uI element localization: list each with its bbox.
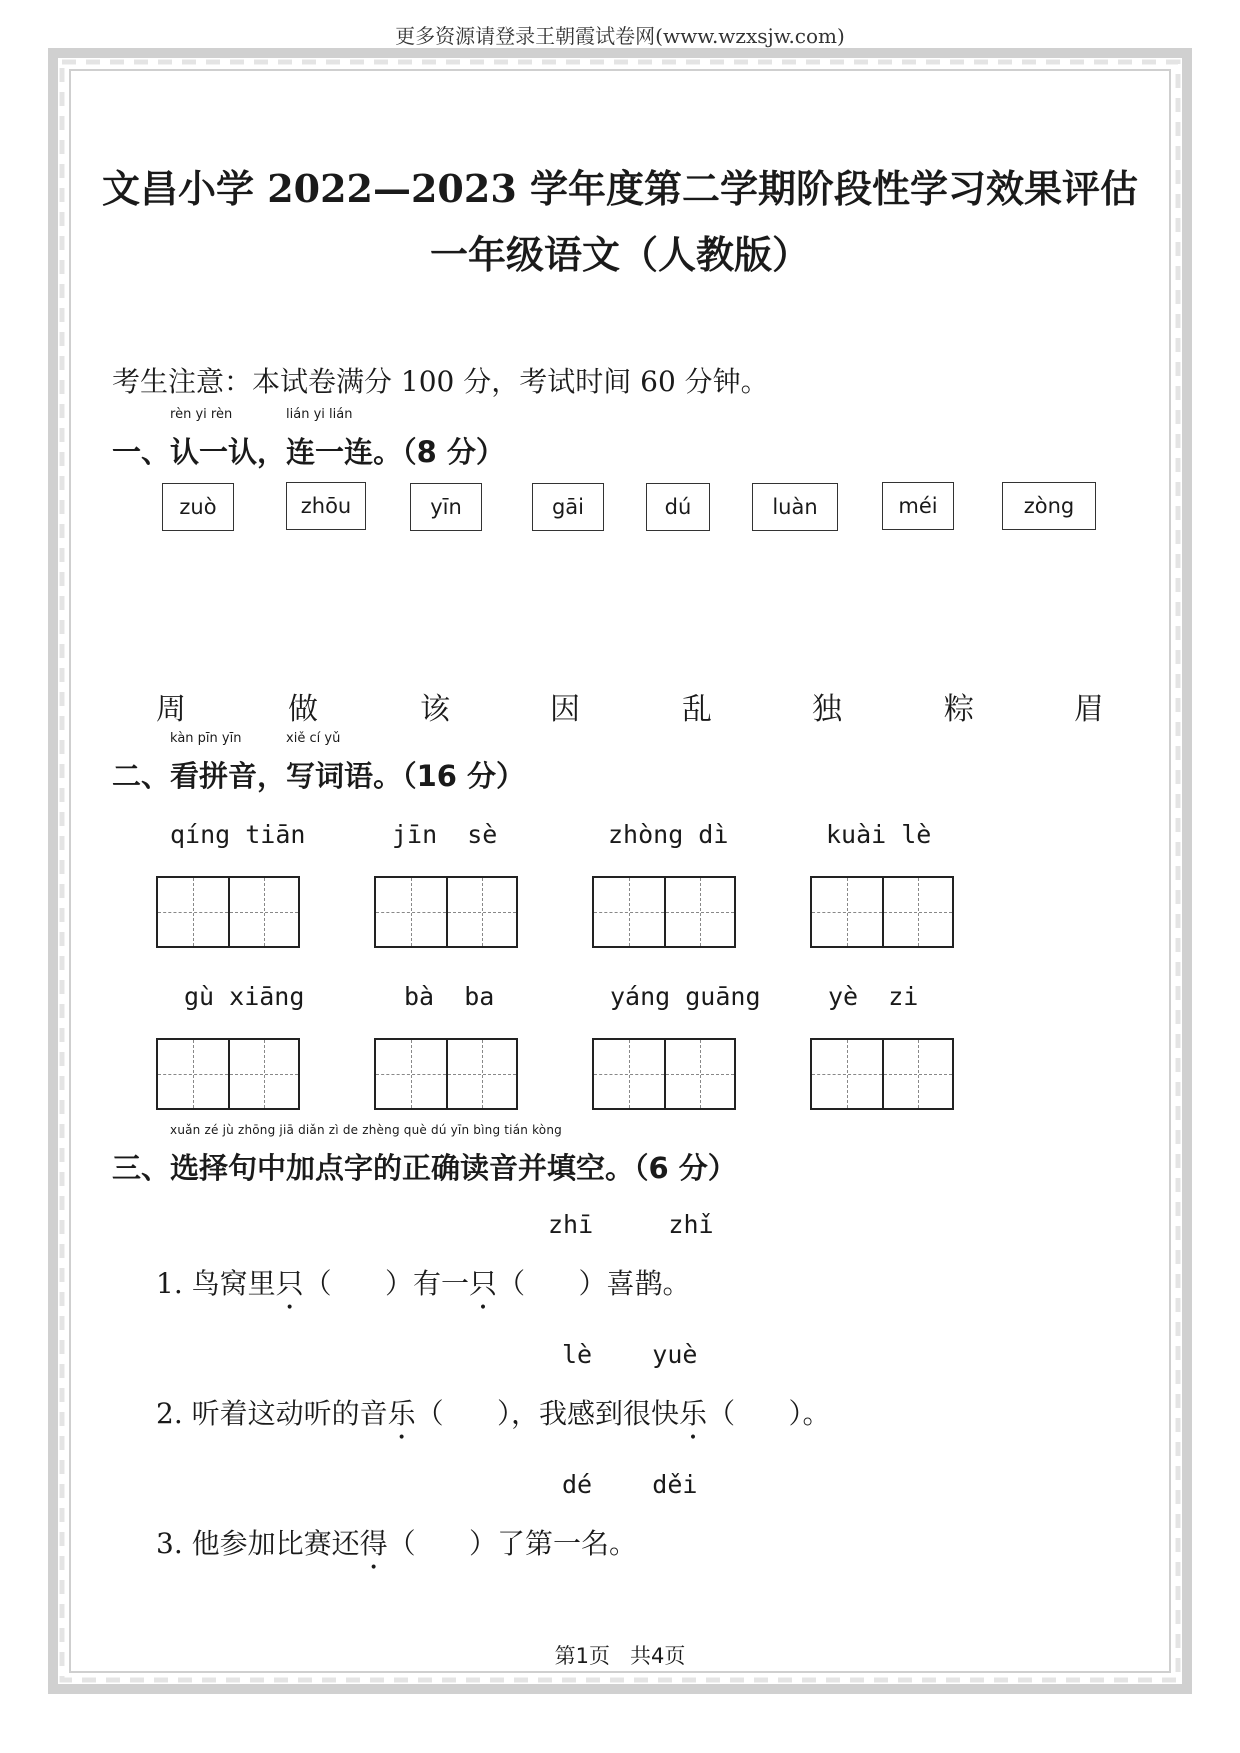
section1-part: lián yi lián 连一连 xyxy=(286,407,374,469)
question-1: 1. 鸟窝里只（ ）有一只（ ）喜鹊。 xyxy=(156,1262,690,1302)
section2-comma: ， xyxy=(257,759,287,793)
writing-grid[interactable] xyxy=(156,876,300,948)
section2-number: 二、 xyxy=(112,759,171,793)
character-item[interactable]: 粽 xyxy=(944,692,974,727)
section1-comma: ， xyxy=(257,435,287,469)
pinyin-box[interactable]: gāi xyxy=(532,483,604,531)
dotted-character: 乐 xyxy=(387,1397,416,1430)
character-item[interactable]: 周 xyxy=(156,692,186,727)
pinyin-prompt: jīn sè xyxy=(392,820,498,849)
dotted-character: 得 xyxy=(359,1527,388,1560)
character-item[interactable]: 因 xyxy=(550,692,580,727)
pinyin-prompt: gù xiāng xyxy=(184,982,305,1011)
section1-number: 一、 xyxy=(112,435,171,469)
character-item[interactable]: 乱 xyxy=(682,692,712,727)
writing-grid[interactable] xyxy=(374,876,518,948)
writing-grid[interactable] xyxy=(374,1038,518,1110)
section2-heading xyxy=(112,731,526,795)
section3-number: 三、 xyxy=(112,1151,171,1185)
section1-heading xyxy=(112,407,505,471)
pinyin-prompt: yè zi xyxy=(828,982,919,1011)
writing-grid[interactable] xyxy=(810,1038,954,1110)
section2-part: xiě cí yǔ 写词语 xyxy=(286,731,374,793)
section1-part: rèn yi rèn 认一认 xyxy=(170,407,258,469)
writing-grid[interactable] xyxy=(592,876,736,948)
pinyin-prompt: yáng guāng xyxy=(610,982,761,1011)
pinyin-box[interactable]: zuò xyxy=(162,483,234,531)
pinyin-box[interactable]: dú xyxy=(646,483,710,531)
section2-score: 。（16 分） xyxy=(373,759,526,793)
reading-options: lè yuè xyxy=(562,1340,698,1369)
page-title: 文昌小学 2022—2023 学年度第二学期阶段性学习效果评估 xyxy=(102,166,1138,211)
section3-heading xyxy=(112,1123,737,1187)
writing-grid[interactable] xyxy=(156,1038,300,1110)
pinyin-box[interactable]: luàn xyxy=(752,483,838,531)
section1-score: 。（8 分） xyxy=(373,435,505,469)
question-2: 2. 听着这动听的音乐（ ），我感到很快乐（ ）。 xyxy=(156,1392,830,1432)
character-item[interactable]: 独 xyxy=(812,692,842,727)
pinyin-box[interactable]: yīn xyxy=(410,483,482,531)
section3-part: xuǎn zé jù zhōng jiā diǎn zì de zhèng què dú yīn bìng tián kòng 选择句中加点字的正确读音并填空。（6 分） xyxy=(170,1123,737,1185)
page-subtitle: 一年级语文（人教版） xyxy=(429,232,810,277)
character-item[interactable]: 做 xyxy=(288,692,318,727)
dotted-character: 乐 xyxy=(679,1397,708,1430)
pinyin-prompt: bà ba xyxy=(404,982,495,1011)
section2-part: kàn pīn yīn 看拼音 xyxy=(170,731,258,793)
writing-grid[interactable] xyxy=(810,876,954,948)
writing-grid[interactable] xyxy=(592,1038,736,1110)
exam-notice: 考生注意：本试卷满分 100 分，考试时间 60 分钟。 xyxy=(112,365,769,398)
dotted-character: 只 xyxy=(469,1267,498,1300)
question-3: 3. 他参加比赛还得（ ）了第一名。 xyxy=(156,1522,637,1562)
header-note: 更多资源请登录王朝霞试卷网(www.wzxsjw.com) xyxy=(395,24,845,48)
page-footer: 第1页 共4页 xyxy=(554,1644,686,1668)
decorative-border xyxy=(48,48,1192,1694)
pinyin-box[interactable]: zòng xyxy=(1002,482,1096,530)
pinyin-prompt: zhòng dì xyxy=(608,820,729,849)
character-item[interactable]: 眉 xyxy=(1074,692,1104,727)
reading-options: zhī zhǐ xyxy=(548,1210,714,1239)
pinyin-box[interactable]: zhōu xyxy=(286,482,366,530)
pinyin-box[interactable]: méi xyxy=(882,482,954,530)
reading-options: dé děi xyxy=(562,1470,698,1499)
pinyin-prompt: qíng tiān xyxy=(170,820,306,849)
dotted-character: 只 xyxy=(275,1267,304,1300)
pinyin-prompt: kuài lè xyxy=(826,820,932,849)
character-item[interactable]: 该 xyxy=(420,692,450,727)
